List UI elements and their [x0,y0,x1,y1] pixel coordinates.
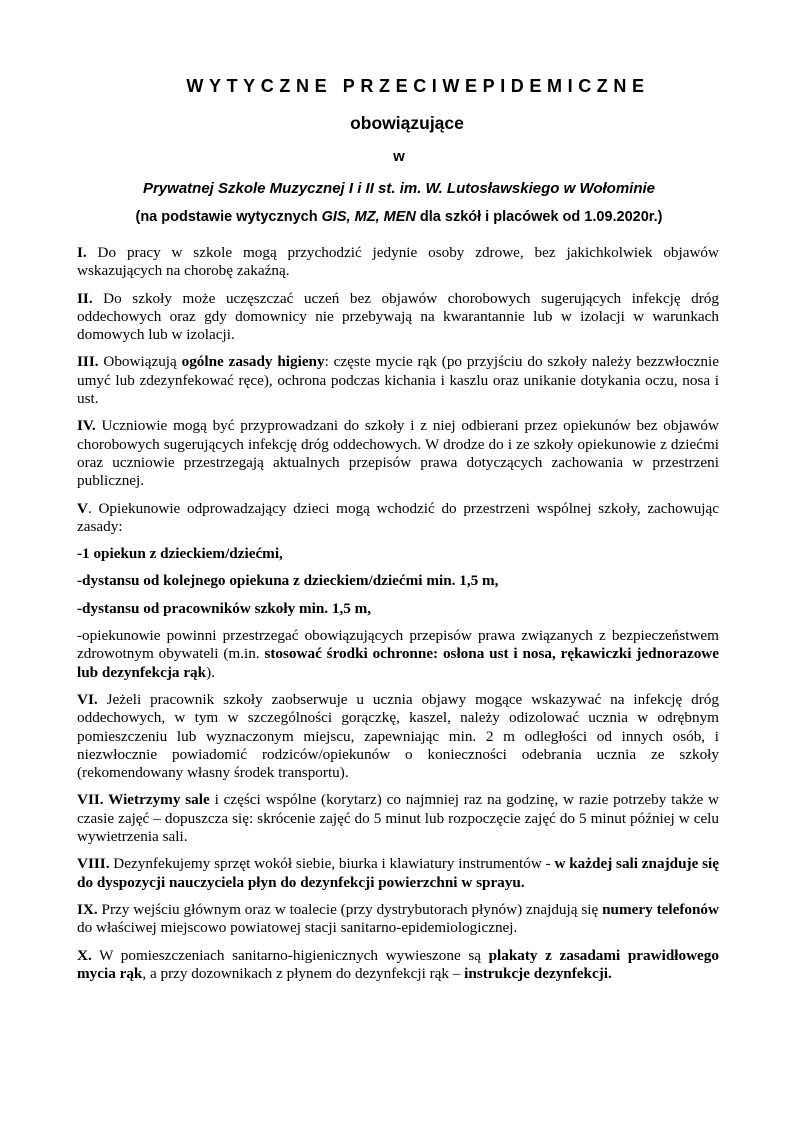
school-name: Prywatnej Szkole Muzycznej I i II st. im. W. Lutosławskiego w Wołominie [142,180,656,197]
rule-text: -dystansu od pracowników szkoły min. 1,5 m, [77,599,372,617]
section-number: III. [77,353,99,371]
section-emphasis: w każdej sali znajduje się do dyspozycji nauczyciela płyn do dezynfekcji powierzchni w sprayu. [77,855,719,891]
section-vii [77,791,719,846]
section-number: X. [77,946,92,964]
rule-emphasis: stosować środki ochronne: osłona ust i nosa, rękawiczki jednorazowe lub dezynfekcja rąk [77,645,719,681]
section-number: VIII. [77,855,110,873]
rule-item [77,600,719,618]
title-line-2: obowiązujące [350,113,464,133]
section-text: Jeżeli pracownik szkoły zaobserwuje u ucznia objawy mogące wskazywać na infekcję dróg oddechowych, w tym w szczególności gorączkę, kaszel, należy odizolować ucznia w odrębnym pomieszczeniu lub wyznaczonym miejscu, zapewniając min. 2 m odległości od innych osób, i niezwłocznie powiadomić rodziców/opiekunów o konieczności odebrania ucznia ze szkoły (rekomendowany własny środek transportu). [77,690,719,782]
section-number: VII. [77,791,104,809]
legal-basis-prefix: (na podstawie wytycznych [135,209,322,225]
guidelines-body [77,244,719,992]
section-text: i części wspólne (korytarz) co najmniej raz na godzinę, w razie potrzeby także w czasie zajęć – dopuszcza się: skrócenie zajęć do 5 minut lub rozpoczęcie zajęć do 5 minut później w celu wywietrzenia sali. [77,791,719,846]
section-text: do właściwej miejscowo powiatowej stacji sanitarno-epidemiologicznej. [77,919,518,937]
section-number: IV. [77,417,96,435]
document-title: WYTYCZNE PRZECIWEPIDEMICZNE [186,76,650,96]
section-emphasis: Wietrzymy sale [103,791,210,809]
section-text: , a przy dozownikach z płynem do dezynfekcji rąk – [142,964,465,982]
rule-item [77,572,719,590]
rule-item [77,627,719,682]
title-line-3: w [393,148,405,165]
legal-basis-institutions: GIS, MZ, MEN [321,209,416,225]
section-emphasis: plakaty z zasadami prawidłowego mycia rąk [77,946,719,982]
section-text: Uczniowie mogą być przyprowadzani do szkoły i z niej odbierani przez opiekunów bez objawów chorobowych sugerujących infekcję dróg oddechowych. W drodze do i ze szkoły opiekunowie z dziećmi oraz uczniowie przestrzegają aktualnych przepisów prawa dotyczących zachowania w przestrzeni publicznej. [77,417,719,490]
section-text: Do szkoły może uczęszczać uczeń bez objawów chorobowych sugerujących infekcję dróg oddechowych oraz gdy domownicy nie przebywają na kwarantannie lub w izolacji w warunkach domowych lub w izolacji. [77,289,719,344]
section-emphasis: instrukcje dezynfekcji. [464,964,612,982]
section-i [77,244,719,281]
section-viii [77,855,719,892]
section-number: VI. [77,690,98,708]
rule-text: -1 opiekun z dzieckiem/dziećmi, [77,545,283,563]
section-iii [77,353,719,408]
section-text: Do pracy w szkole mogą przychodzić jedynie osoby zdrowe, bez jakichkolwiek objawów wskazujących na chorobę zakaźną. [77,244,719,280]
section-text: Przy wejściu głównym oraz w toalecie (przy dystrybutorach płynów) znajdują się [97,900,603,918]
section-ix [77,901,719,938]
section-emphasis: numery telefonów [602,900,719,918]
section-number: I. [77,244,87,261]
section-number: V [77,499,88,517]
section-text: Obowiązują [98,353,182,371]
legal-basis-suffix: dla szkół i placówek od 1.09.2020r.) [415,209,663,225]
section-text: W pomieszczeniach sanitarno-higienicznych wywieszone są [91,946,489,964]
section-text: Dezynfekujemy sprzęt wokół siebie, biurka i klawiatury instrumentów - [109,855,555,873]
section-number: II. [77,289,93,307]
section-ii [77,290,719,345]
section-emphasis: ogólne zasady higieny [181,353,325,371]
section-x [77,947,719,984]
section-text: : częste mycie rąk (po przyjściu do szkoły należy bezzwłocznie umyć lub zdezynfekować ręce), ochrona podczas kichania i kaszlu oraz unikanie dotykania oczu, nosa i ust. [77,353,719,408]
section-iv [77,417,719,490]
section-text: . Opiekunowie odprowadzający dzieci mogą wchodzić do przestrzeni wspólnej szkoły, zachowując zasady: [77,499,719,535]
section-vi [77,691,719,782]
section-v [77,500,719,537]
rule-text: ). [206,663,215,681]
rule-text: -dystansu od kolejnego opiekuna z dzieckiem/dziećmi min. 1,5 m, [77,572,499,590]
legal-basis [0,209,794,225]
rule-text: -opiekunowie powinni przestrzegać obowiązujących przepisów prawa związanych z bezpieczeństwem zdrowotnym obywateli (m.in. [77,627,719,663]
section-number: IX. [77,900,98,918]
rule-item [77,545,719,563]
